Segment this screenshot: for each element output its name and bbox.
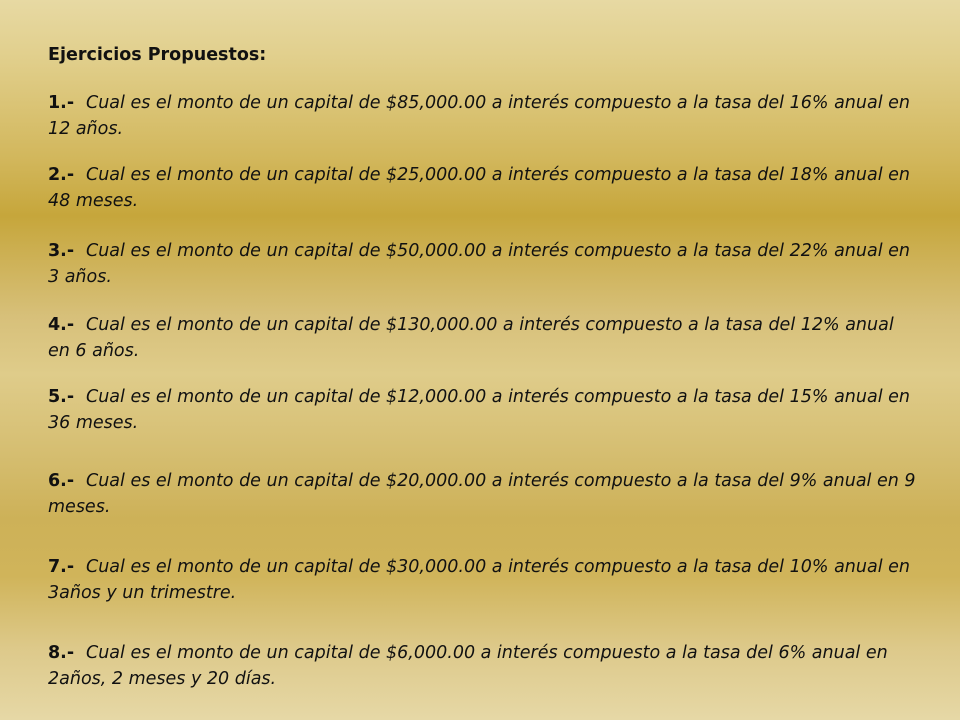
exercise-text: Cual es el monto de un capital de $12,000.00 a interés compuesto a la tasa del 15% anual en 36 meses.: [48, 387, 910, 433]
exercise-item: [48, 90, 918, 142]
exercise-item: [48, 384, 918, 436]
exercise-text: Cual es el monto de un capital de $6,000.00 a interés compuesto a la tasa del 6% anual en 2años, 2 meses y 20 días.: [48, 643, 888, 689]
exercise-number: 1.-: [48, 93, 75, 113]
exercise-item: [48, 238, 918, 290]
exercise-number: 2.-: [48, 165, 75, 185]
slide-heading: Ejercicios Propuestos:: [48, 45, 267, 65]
exercise-item: [48, 162, 918, 214]
exercise-item: [48, 554, 918, 606]
slide-content: [48, 42, 918, 689]
exercise-number: 7.-: [48, 557, 75, 577]
exercise-number: 4.-: [48, 315, 75, 335]
exercise-number: 8.-: [48, 643, 75, 663]
exercise-text: Cual es el monto de un capital de $25,000.00 a interés compuesto a la tasa del 18% anual en 48 meses.: [48, 165, 910, 211]
exercise-item: [48, 312, 918, 364]
exercise-text: Cual es el monto de un capital de $130,000.00 a interés compuesto a la tasa del 12% anual en 6 años.: [48, 315, 894, 361]
exercise-number: 3.-: [48, 241, 75, 261]
exercise-item: [48, 468, 918, 520]
exercise-text: Cual es el monto de un capital de $30,000.00 a interés compuesto a la tasa del 10% anual en 3años y un trimestre.: [48, 557, 910, 603]
exercise-number: 6.-: [48, 471, 75, 491]
exercise-text: Cual es el monto de un capital de $20,000.00 a interés compuesto a la tasa del 9% anual en 9 meses.: [48, 471, 916, 517]
exercise-number: 5.-: [48, 387, 75, 407]
exercise-text: Cual es el monto de un capital de $50,000.00 a interés compuesto a la tasa del 22% anual en 3 años.: [48, 241, 910, 287]
exercise-item: [48, 640, 918, 692]
exercise-text: Cual es el monto de un capital de $85,000.00 a interés compuesto a la tasa del 16% anual en 12 años.: [48, 93, 910, 139]
